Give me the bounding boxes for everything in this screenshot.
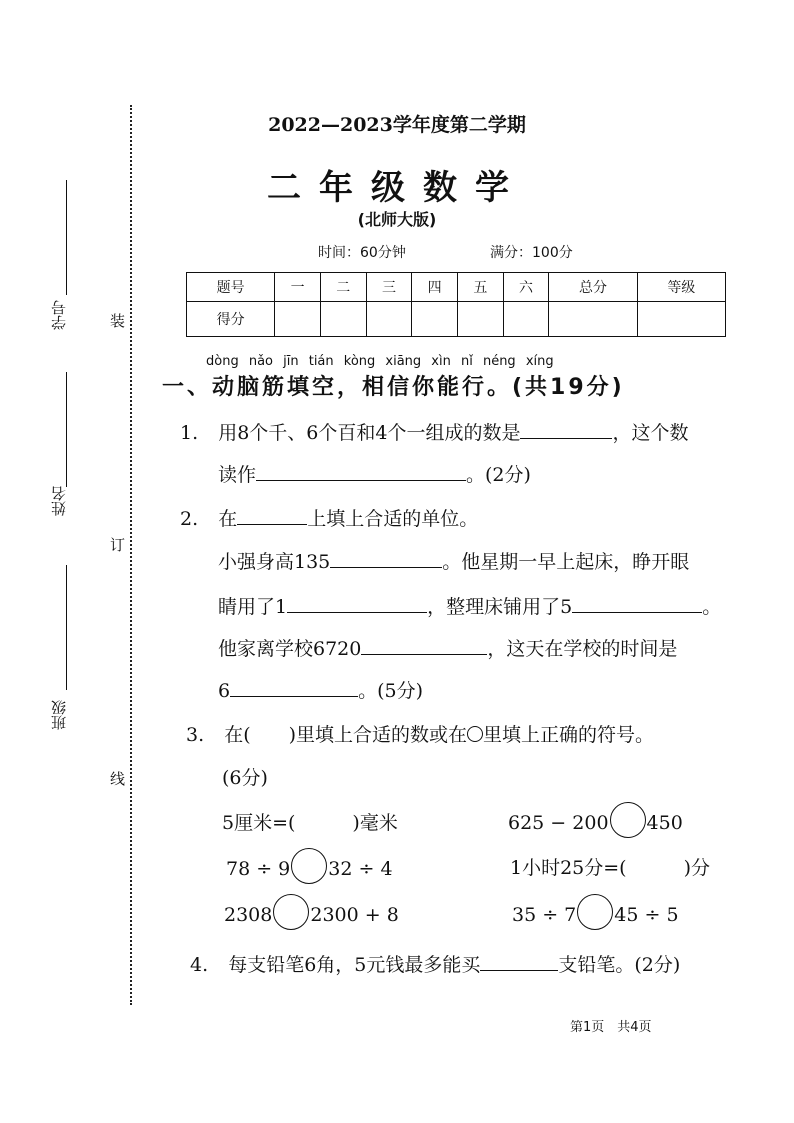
question-number: 4. [190,954,209,976]
score-cell: 五 [457,273,503,302]
answer-blank[interactable] [480,952,558,971]
answer-blank[interactable] [330,549,442,568]
question-3-line-1 [186,720,654,747]
bind-char-xian: 线 [110,766,125,791]
question-2-line-2 [218,547,689,574]
q3-item-5 [224,902,399,930]
expr-right: 450 [646,812,683,834]
score-table-score-row [187,302,726,337]
question-text: 。(2分) [466,464,531,486]
question-2-line-3 [218,592,721,619]
question-number: 2. [180,508,199,530]
question-text: 在( )里填上合适的数或在 [224,724,468,746]
score-entry-cell[interactable] [366,302,412,337]
name-label: 姓名 [50,486,68,516]
question-text: 6 [218,680,231,702]
compare-circle[interactable] [577,894,613,930]
name-underline [66,372,67,487]
question-text: 用8个千、6个百和4个一组成的数是 [218,422,521,444]
page-number: 第1页 共4页 [570,1020,652,1035]
q3-item-3 [226,856,393,884]
score-entry-cell[interactable] [637,302,725,337]
question-2-line-4 [218,634,677,661]
score-entry-cell[interactable] [457,302,503,337]
question-1-line-2 [218,460,531,487]
class-underline [66,565,67,690]
section-title: 一、动脑筋填空，相信你能行。(共19分) [162,375,625,400]
question-number: 3. [186,724,205,746]
q3-item-1: 5厘米=( )毫米 [222,812,398,834]
answer-blank[interactable] [361,636,487,655]
score-cell: 二 [320,273,366,302]
question-text: 每支铅笔6角，5元钱最多能买 [228,954,481,976]
compare-circle[interactable] [291,848,327,884]
section-pinyin: dòng nǎo jīn tián kòng xiāng xìn nǐ néng xíng [206,354,554,369]
expr-left: 35 ÷ 7 [512,904,577,926]
compare-circle[interactable] [273,894,309,930]
expr-left: 2308 [224,904,273,926]
question-1-line-1 [180,418,688,445]
score-entry-cell[interactable] [412,302,458,337]
question-text: ，整理床铺用了5 [427,596,573,618]
answer-blank[interactable] [572,594,702,613]
compare-circle[interactable] [610,802,646,838]
question-text: 支铅笔。(2分) [558,954,681,976]
question-text: 上填上合适的单位。 [307,508,479,530]
expr-right: 45 ÷ 5 [614,904,679,926]
question-text: 。他星期一早上起床，睁开眼 [442,551,690,573]
q3-item-2 [508,810,683,838]
expr-left: 625 − 200 [508,812,609,834]
score-cell: 题号 [187,273,275,302]
answer-blank[interactable] [520,420,612,439]
score-cell: 等级 [637,273,725,302]
answer-blank[interactable] [230,678,358,697]
question-text: 。(5分) [358,680,424,702]
exam-title: 二年级数学 [267,168,527,208]
expr-right: 2300 + 8 [310,904,399,926]
binding-dotted-line [130,105,132,1005]
q3-item-6 [512,902,679,930]
q3-item-4: 1小时25分=( )分 [510,857,711,879]
question-text: 他家离学校6720 [218,638,362,660]
term-heading: 2022—2023学年度第二学期 [268,114,526,136]
expr-right: 32 ÷ 4 [328,858,393,880]
question-text: ，这天在学校的时间是 [487,638,678,660]
question-text: ，这个数 [612,422,689,444]
score-entry-cell[interactable] [275,302,321,337]
score-cell: 一 [275,273,321,302]
question-text: 。 [702,596,722,618]
score-entry-cell[interactable] [320,302,366,337]
score-cell: 三 [366,273,412,302]
score-table [186,272,726,337]
edition-label: (北师大版) [357,210,437,229]
question-2-line-5 [218,676,423,703]
question-text: 里填上正确的符号。 [483,724,655,746]
answer-blank[interactable] [237,506,307,525]
question-text: 在 [218,508,238,530]
question-text: 读作 [218,464,257,486]
score-cell: 总分 [549,273,637,302]
score-cell: 四 [412,273,458,302]
answer-blank[interactable] [256,462,466,481]
question-2-line-1 [180,504,478,531]
circle-symbol-icon [467,726,483,742]
question-4-line-1 [190,950,680,977]
score-cell: 六 [503,273,549,302]
expr-left: 78 ÷ 9 [226,858,291,880]
score-table-header-row [187,273,726,302]
question-text: 睛用了1 [218,596,288,618]
question-number: 1. [180,422,199,444]
bind-char-zhuang: 装 [110,308,125,333]
full-score-label: 满分：100分 [490,245,573,261]
student-id-label: 学号 [50,300,68,330]
bind-char-ding: 订 [110,532,125,557]
time-label: 时间：60分钟 [318,245,406,261]
class-label: 班级 [50,700,68,730]
score-entry-cell[interactable] [549,302,637,337]
score-entry-cell[interactable] [503,302,549,337]
score-row-label: 得分 [187,302,275,337]
question-text: 小强身高135 [218,551,331,573]
answer-blank[interactable] [287,594,427,613]
question-3-points: (6分) [222,767,268,789]
